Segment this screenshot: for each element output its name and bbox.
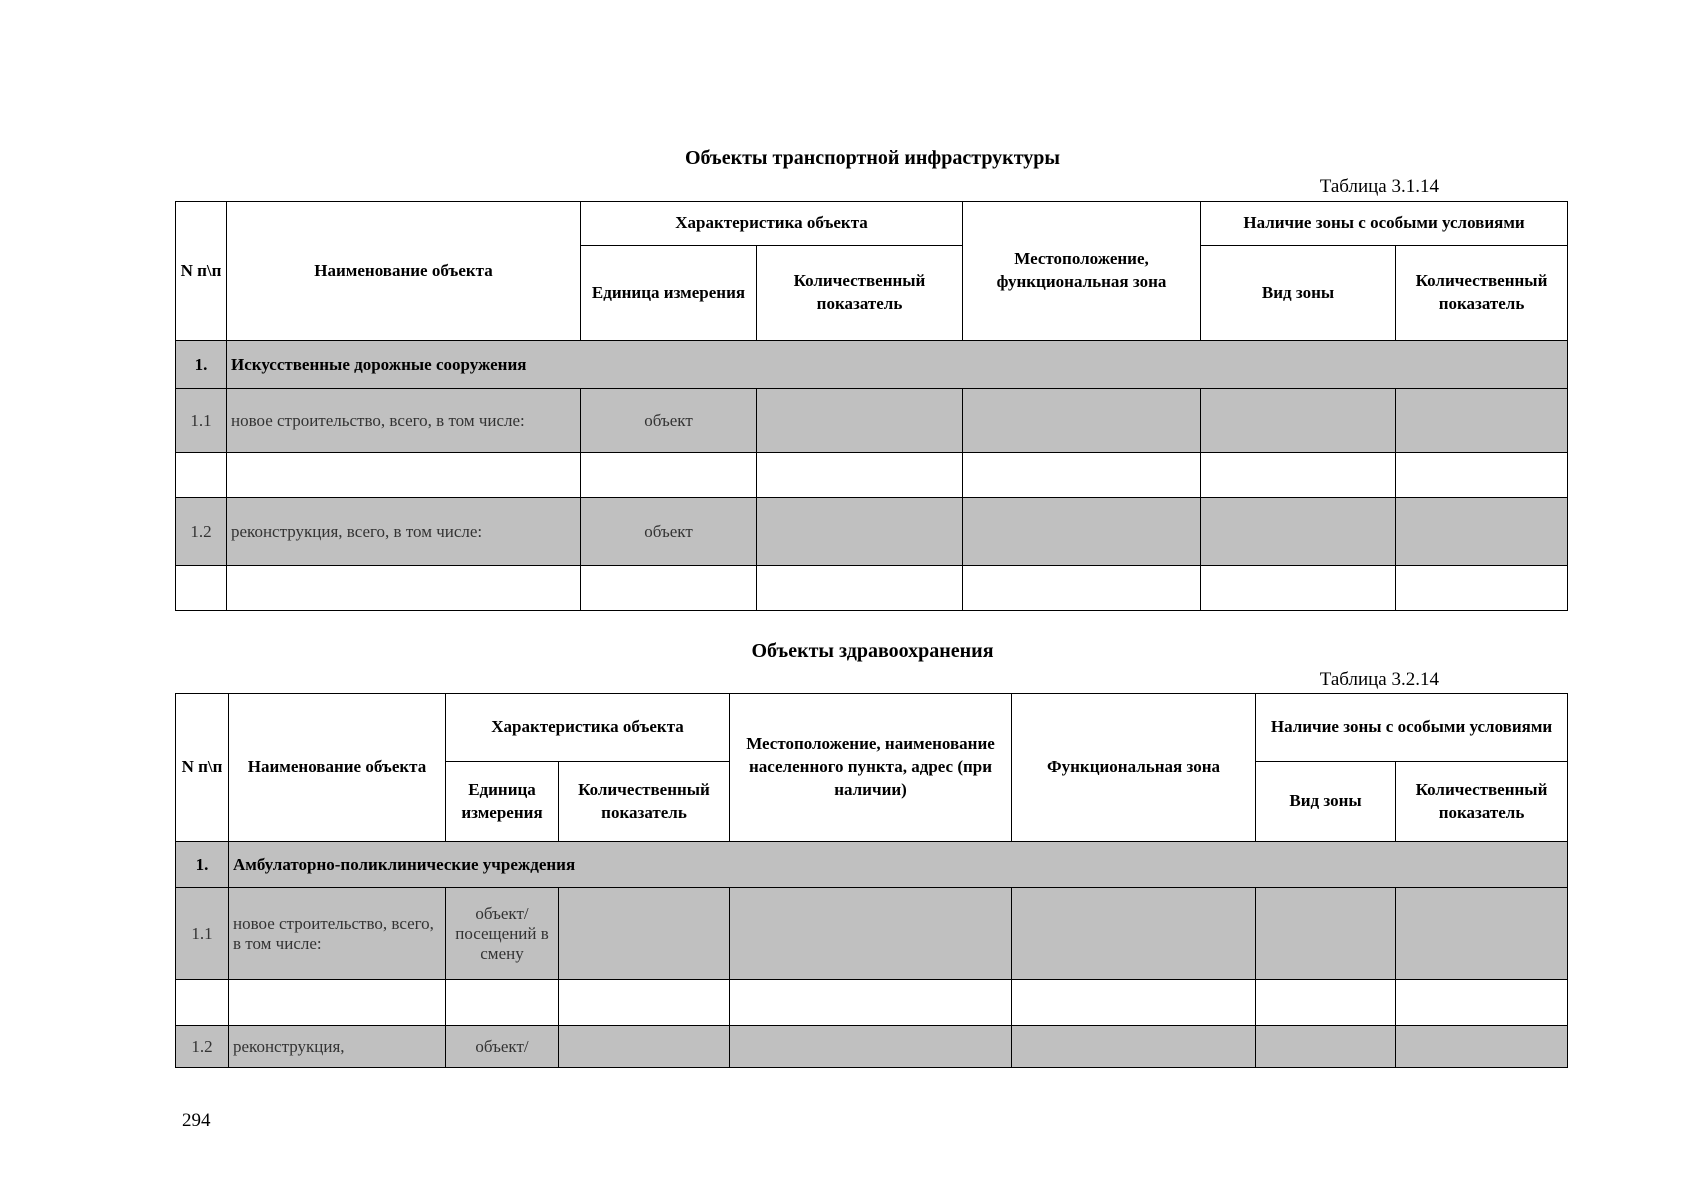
col-header-zone-group: Наличие зоны с особыми условиями [1256, 694, 1568, 762]
col-header-name: Наименование объекта [229, 694, 446, 842]
table-row [176, 389, 1568, 453]
table2-number: Таблица 3.2.14 [1319, 669, 1439, 690]
section-num: 1. [176, 341, 227, 389]
table1-number: Таблица 3.1.14 [1319, 176, 1439, 197]
row-unit: объект/ [446, 1026, 559, 1068]
row-unit: объект [581, 389, 757, 453]
row-name: новое строительство, всего, в том числе: [229, 888, 446, 980]
table-row-empty [176, 566, 1568, 611]
col-header-unit: Единица измерения [446, 762, 559, 842]
table-row-empty [176, 980, 1568, 1026]
col-header-quantity: Количественный показатель [757, 246, 963, 341]
col-header-num: N п\п [176, 694, 229, 842]
section-num: 1. [176, 842, 229, 888]
col-header-num: N п\п [176, 202, 227, 341]
table1-title: Объекты транспортной инфраструктуры [684, 147, 1061, 169]
table-row [176, 1026, 1568, 1068]
col-header-zone-quantity: Количественный показатель [1396, 246, 1568, 341]
table-row-empty [176, 453, 1568, 498]
section-label: Амбулаторно-поликлинические учреждения [229, 842, 1568, 888]
section-row [176, 842, 1568, 888]
col-header-location: Местоположение, наименование населенного пункта, адрес (при наличии) [730, 694, 1012, 842]
col-header-functional-zone: Функциональная зона [1012, 694, 1256, 842]
table-row [176, 888, 1568, 980]
row-num: 1.2 [176, 498, 227, 566]
healthcare-table [175, 693, 1568, 1068]
col-header-zone-type: Вид зоны [1256, 762, 1396, 842]
row-name: реконструкция, [229, 1026, 446, 1068]
row-name: реконструкция, всего, в том числе: [227, 498, 581, 566]
col-header-name: Наименование объекта [227, 202, 581, 341]
row-name: новое строительство, всего, в том числе: [227, 389, 581, 453]
table-row [176, 498, 1568, 566]
row-num: 1.1 [176, 389, 227, 453]
col-header-zone-quantity: Количественный показатель [1396, 762, 1568, 842]
col-header-quantity: Количественный показатель [559, 762, 730, 842]
col-header-location: Местоположение, функциональная зона [963, 202, 1201, 341]
section-row [176, 341, 1568, 389]
row-num: 1.1 [176, 888, 229, 980]
col-header-zone-group: Наличие зоны с особыми условиями [1201, 202, 1568, 246]
row-unit: объект [581, 498, 757, 566]
col-header-zone-type: Вид зоны [1201, 246, 1396, 341]
transport-infrastructure-table [175, 201, 1568, 611]
section-label: Искусственные дорожные сооружения [227, 341, 1568, 389]
col-header-characteristics: Характеристика объекта [581, 202, 963, 246]
col-header-unit: Единица измерения [581, 246, 757, 341]
row-unit: объект/ посещений в смену [446, 888, 559, 980]
col-header-characteristics: Характеристика объекта [446, 694, 730, 762]
row-num: 1.2 [176, 1026, 229, 1068]
table2-title: Объекты здравоохранения [751, 640, 994, 662]
page-number: 294 [182, 1110, 211, 1131]
